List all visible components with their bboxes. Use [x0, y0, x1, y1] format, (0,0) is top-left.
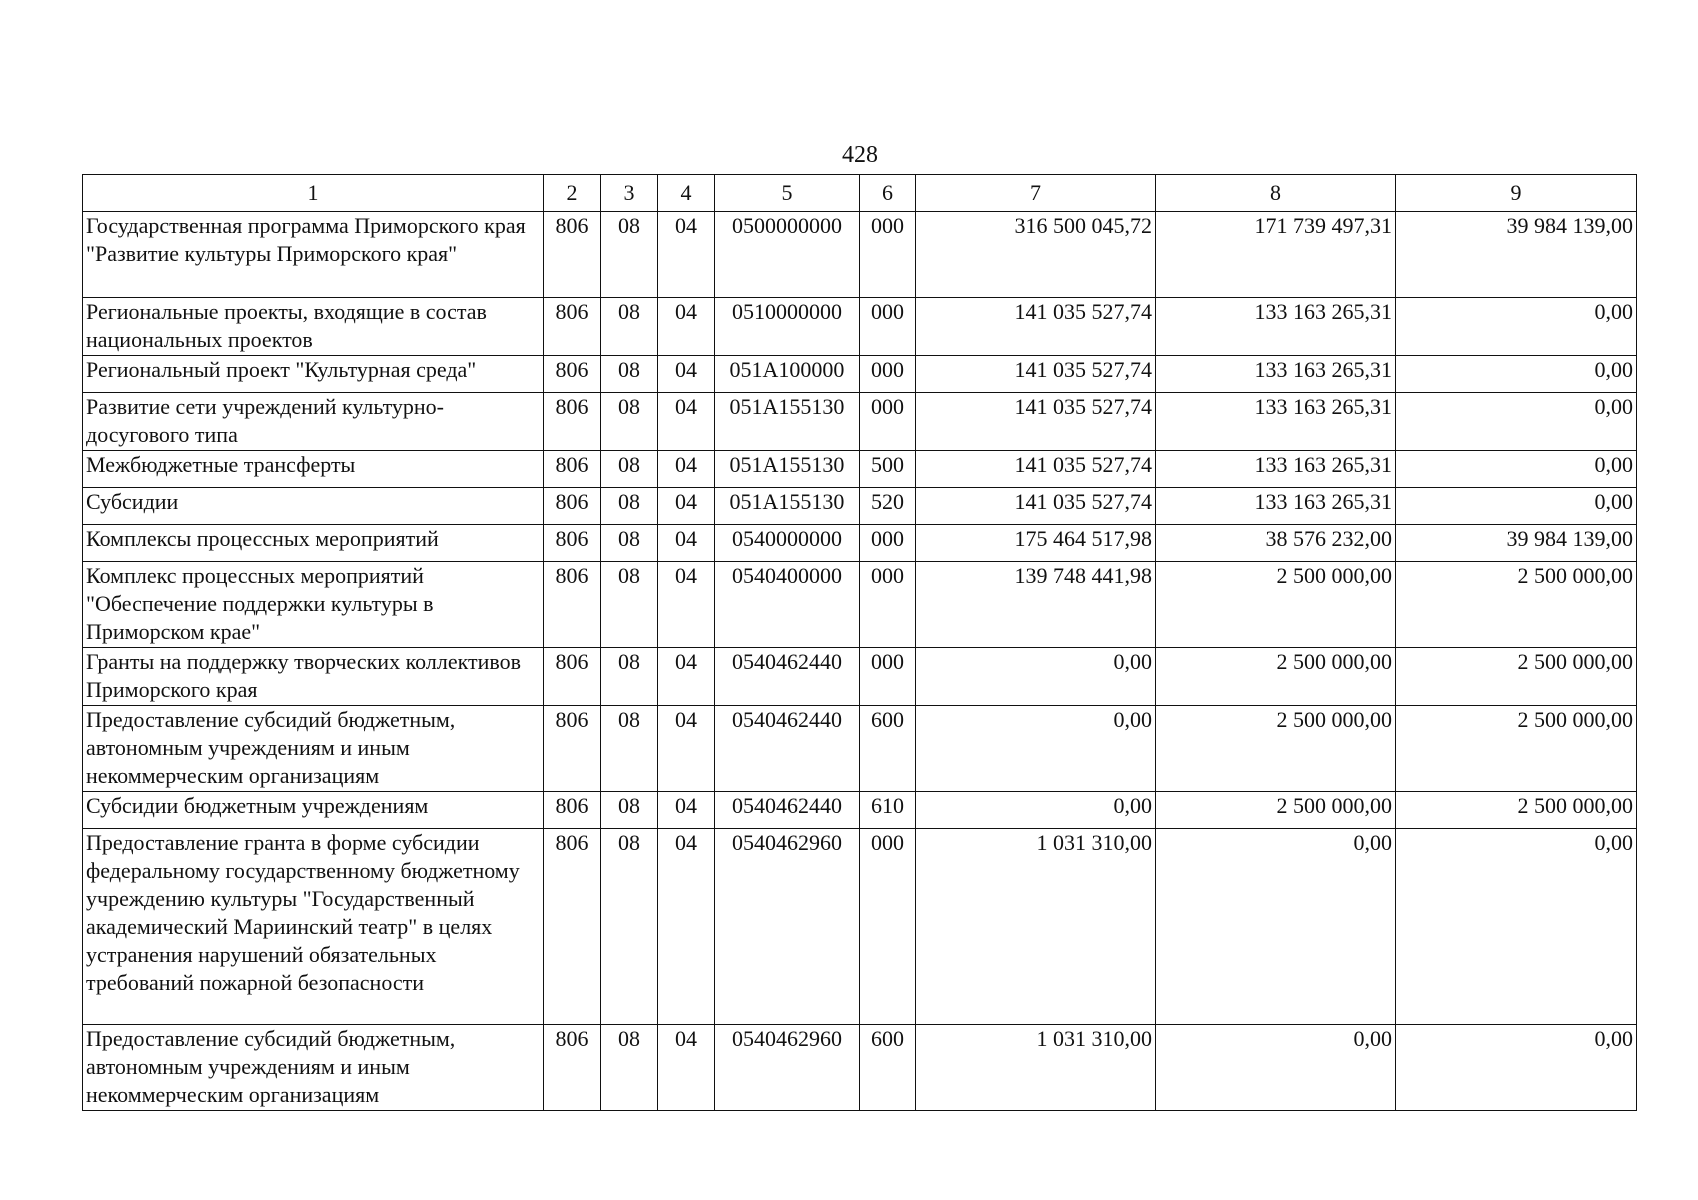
- row-amount-8: 133 163 265,31: [1156, 393, 1396, 451]
- column-header-1: 1: [83, 175, 544, 212]
- table-row: [83, 792, 1637, 829]
- row-col-6: 600: [860, 706, 916, 792]
- column-header-7: 7: [916, 175, 1156, 212]
- row-col-3: 08: [601, 356, 658, 393]
- row-col-2: 806: [544, 298, 601, 356]
- row-col-4: 04: [658, 212, 715, 298]
- row-col-5: 051A155130: [715, 393, 860, 451]
- row-amount-9: 0,00: [1396, 393, 1637, 451]
- row-amount-7: 141 035 527,74: [916, 356, 1156, 393]
- column-header-6: 6: [860, 175, 916, 212]
- row-col-6: 000: [860, 562, 916, 648]
- row-col-2: 806: [544, 488, 601, 525]
- row-col-3: 08: [601, 393, 658, 451]
- row-col-5: 0510000000: [715, 298, 860, 356]
- row-amount-7: 141 035 527,74: [916, 393, 1156, 451]
- row-col-2: 806: [544, 393, 601, 451]
- row-amount-8: 171 739 497,31: [1156, 212, 1396, 298]
- row-col-5: 0540000000: [715, 525, 860, 562]
- column-header-2: 2: [544, 175, 601, 212]
- row-amount-9: 39 984 139,00: [1396, 212, 1637, 298]
- row-name: Предоставление гранта в форме субсидии федеральному государственному бюджетному учреждению культуры "Государственный академический Мариинский театр" в целях устранения нарушений обязательных требований пожарной безопасности: [83, 829, 544, 1025]
- row-col-2: 806: [544, 706, 601, 792]
- table-row: [83, 212, 1637, 298]
- row-col-6: 000: [860, 525, 916, 562]
- row-col-6: 000: [860, 212, 916, 298]
- row-amount-7: 316 500 045,72: [916, 212, 1156, 298]
- row-col-4: 04: [658, 298, 715, 356]
- row-col-5: 0540462960: [715, 829, 860, 1025]
- row-col-3: 08: [601, 562, 658, 648]
- row-name: Предоставление субсидий бюджетным, автономным учреждениям и иным некоммерческим организациям: [83, 706, 544, 792]
- row-col-5: 0540462440: [715, 706, 860, 792]
- row-amount-9: 0,00: [1396, 829, 1637, 1025]
- row-amount-7: 1 031 310,00: [916, 829, 1156, 1025]
- row-amount-8: 133 163 265,31: [1156, 488, 1396, 525]
- table-row: [83, 829, 1637, 1025]
- row-col-2: 806: [544, 212, 601, 298]
- budget-table: [82, 174, 1637, 1111]
- row-amount-7: 0,00: [916, 648, 1156, 706]
- row-col-3: 08: [601, 451, 658, 488]
- row-amount-8: 2 500 000,00: [1156, 562, 1396, 648]
- row-name: Комплекс процессных мероприятий "Обеспечение поддержки культуры в Приморском крае": [83, 562, 544, 648]
- column-header-8: 8: [1156, 175, 1396, 212]
- table-body: [83, 212, 1637, 1111]
- row-col-5: 0540400000: [715, 562, 860, 648]
- row-amount-7: 141 035 527,74: [916, 451, 1156, 488]
- table-row: [83, 451, 1637, 488]
- row-amount-9: 0,00: [1396, 298, 1637, 356]
- row-col-4: 04: [658, 648, 715, 706]
- row-col-2: 806: [544, 525, 601, 562]
- row-col-4: 04: [658, 356, 715, 393]
- table-row: [83, 648, 1637, 706]
- row-col-4: 04: [658, 488, 715, 525]
- row-col-2: 806: [544, 451, 601, 488]
- row-amount-7: 1 031 310,00: [916, 1025, 1156, 1111]
- row-amount-8: 133 163 265,31: [1156, 451, 1396, 488]
- row-col-2: 806: [544, 562, 601, 648]
- row-amount-7: 141 035 527,74: [916, 298, 1156, 356]
- row-col-3: 08: [601, 525, 658, 562]
- row-amount-8: 133 163 265,31: [1156, 356, 1396, 393]
- row-col-3: 08: [601, 488, 658, 525]
- row-amount-8: 2 500 000,00: [1156, 792, 1396, 829]
- row-col-3: 08: [601, 829, 658, 1025]
- row-amount-9: 39 984 139,00: [1396, 525, 1637, 562]
- row-col-2: 806: [544, 1025, 601, 1111]
- table-row: [83, 1025, 1637, 1111]
- row-col-4: 04: [658, 829, 715, 1025]
- row-amount-9: 2 500 000,00: [1396, 792, 1637, 829]
- row-amount-9: 2 500 000,00: [1396, 562, 1637, 648]
- row-col-6: 500: [860, 451, 916, 488]
- table-row: [83, 488, 1637, 525]
- row-col-4: 04: [658, 706, 715, 792]
- row-col-3: 08: [601, 1025, 658, 1111]
- row-col-5: 0540462440: [715, 648, 860, 706]
- row-col-6: 000: [860, 356, 916, 393]
- row-col-3: 08: [601, 792, 658, 829]
- row-amount-8: 2 500 000,00: [1156, 648, 1396, 706]
- row-col-3: 08: [601, 648, 658, 706]
- row-amount-8: 2 500 000,00: [1156, 706, 1396, 792]
- row-col-2: 806: [544, 356, 601, 393]
- row-name: Предоставление субсидий бюджетным, автономным учреждениям и иным некоммерческим организациям: [83, 1025, 544, 1111]
- row-col-2: 806: [544, 829, 601, 1025]
- table-row: [83, 393, 1637, 451]
- row-amount-8: 133 163 265,31: [1156, 298, 1396, 356]
- row-col-5: 0500000000: [715, 212, 860, 298]
- row-col-3: 08: [601, 706, 658, 792]
- column-header-4: 4: [658, 175, 715, 212]
- row-col-5: 0540462960: [715, 1025, 860, 1111]
- table-row: [83, 525, 1637, 562]
- row-amount-7: 141 035 527,74: [916, 488, 1156, 525]
- table-row: [83, 298, 1637, 356]
- row-amount-9: 0,00: [1396, 356, 1637, 393]
- row-col-5: 0540462440: [715, 792, 860, 829]
- row-name: Межбюджетные трансферты: [83, 451, 544, 488]
- row-name: Субсидии: [83, 488, 544, 525]
- table-row: [83, 706, 1637, 792]
- row-col-2: 806: [544, 648, 601, 706]
- row-amount-9: 2 500 000,00: [1396, 706, 1637, 792]
- row-col-6: 000: [860, 298, 916, 356]
- header-row: [83, 175, 1637, 212]
- row-name: Государственная программа Приморского края "Развитие культуры Приморского края": [83, 212, 544, 298]
- row-amount-7: 175 464 517,98: [916, 525, 1156, 562]
- table-row: [83, 356, 1637, 393]
- row-name: Развитие сети учреждений культурно-досугового типа: [83, 393, 544, 451]
- row-amount-9: 2 500 000,00: [1396, 648, 1637, 706]
- row-amount-8: 0,00: [1156, 829, 1396, 1025]
- row-name: Региональные проекты, входящие в состав национальных проектов: [83, 298, 544, 356]
- row-amount-9: 0,00: [1396, 1025, 1637, 1111]
- table-row: [83, 562, 1637, 648]
- row-name: Региональный проект "Культурная среда": [83, 356, 544, 393]
- page-number: 428: [842, 142, 878, 168]
- row-name: Гранты на поддержку творческих коллективов Приморского края: [83, 648, 544, 706]
- row-col-3: 08: [601, 212, 658, 298]
- row-amount-7: 0,00: [916, 792, 1156, 829]
- row-amount-9: 0,00: [1396, 488, 1637, 525]
- row-col-3: 08: [601, 298, 658, 356]
- row-col-6: 000: [860, 393, 916, 451]
- row-name: Комплексы процессных мероприятий: [83, 525, 544, 562]
- row-col-4: 04: [658, 792, 715, 829]
- row-name: Субсидии бюджетным учреждениям: [83, 792, 544, 829]
- row-col-6: 520: [860, 488, 916, 525]
- row-amount-8: 0,00: [1156, 1025, 1396, 1111]
- row-col-6: 600: [860, 1025, 916, 1111]
- row-amount-9: 0,00: [1396, 451, 1637, 488]
- row-col-6: 610: [860, 792, 916, 829]
- row-col-2: 806: [544, 792, 601, 829]
- row-amount-8: 38 576 232,00: [1156, 525, 1396, 562]
- column-header-5: 5: [715, 175, 860, 212]
- row-col-4: 04: [658, 1025, 715, 1111]
- row-col-6: 000: [860, 648, 916, 706]
- row-col-5: 051A155130: [715, 451, 860, 488]
- row-col-4: 04: [658, 562, 715, 648]
- row-col-4: 04: [658, 393, 715, 451]
- row-col-4: 04: [658, 525, 715, 562]
- row-col-4: 04: [658, 451, 715, 488]
- row-amount-7: 139 748 441,98: [916, 562, 1156, 648]
- row-amount-7: 0,00: [916, 706, 1156, 792]
- column-header-3: 3: [601, 175, 658, 212]
- column-header-9: 9: [1396, 175, 1637, 212]
- row-col-6: 000: [860, 829, 916, 1025]
- row-col-5: 051A155130: [715, 488, 860, 525]
- row-col-5: 051A100000: [715, 356, 860, 393]
